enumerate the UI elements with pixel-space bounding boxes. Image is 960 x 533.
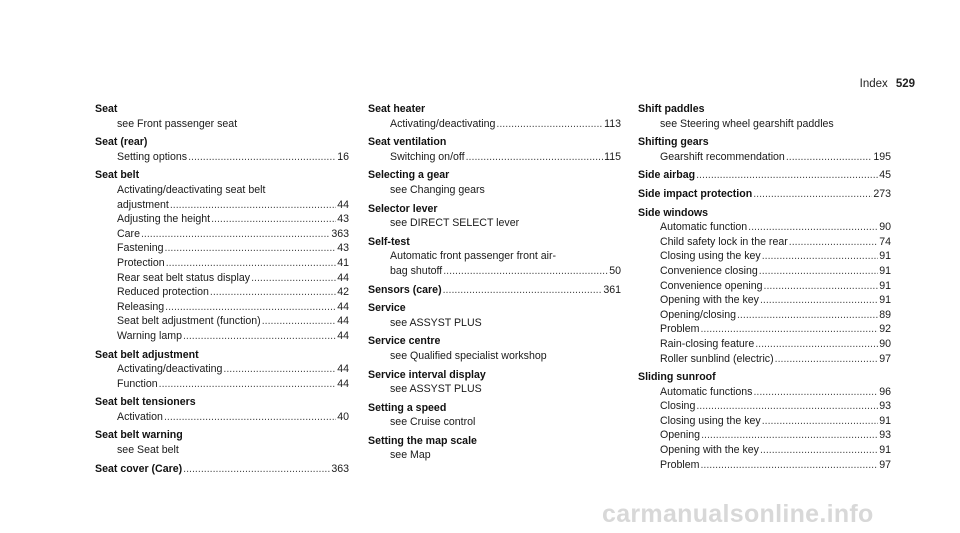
index-subentry (638, 458, 891, 473)
leader-dots (164, 410, 336, 425)
page-ref: 44 (337, 315, 349, 328)
index-term-row (368, 283, 621, 298)
subentry-text: Roller sunblind (electric) (660, 352, 774, 365)
leader-dots (165, 300, 336, 315)
subentry-text: Opening with the key (660, 294, 759, 307)
leader-dots (700, 458, 878, 473)
index-column-2 (368, 102, 621, 467)
index-subentry (638, 220, 891, 235)
index-subentry: see Seat belt (117, 444, 179, 457)
leader-dots (762, 249, 879, 264)
index-entry (638, 370, 891, 472)
index-subentry (638, 428, 891, 443)
index-term: Side windows (638, 206, 709, 219)
page-ref: 16 (337, 150, 349, 163)
index-subentry (95, 241, 349, 256)
index-entry (95, 348, 349, 392)
leader-dots (760, 443, 878, 458)
index-subentry (95, 300, 349, 315)
index-term: Seat heater (368, 103, 426, 115)
page-ref: 363 (331, 227, 349, 240)
index-subentry: see DIRECT SELECT lever (390, 217, 520, 230)
page-ref: 97 (879, 458, 891, 471)
index-subentry (368, 117, 621, 132)
index-entry (638, 135, 891, 164)
page-ref: 273 (873, 187, 891, 200)
index-subentry (638, 150, 891, 165)
page-ref: 195 (873, 150, 891, 163)
index-entry (95, 102, 349, 131)
subentry-text: Rear seat belt status display (117, 271, 251, 284)
subentry-text: Closing (660, 400, 696, 413)
leader-dots (748, 220, 878, 235)
index-entry (368, 202, 621, 231)
leader-dots (262, 314, 337, 329)
index-entry (95, 168, 349, 343)
subentry-text: Child safety lock in the rear (660, 235, 788, 248)
index-subentry (638, 235, 891, 250)
leader-dots (775, 352, 879, 367)
page-ref: 44 (337, 377, 349, 390)
leader-dots (159, 377, 337, 392)
subentry-text: Adjusting the height (117, 213, 211, 226)
subentry-text: Convenience closing (660, 264, 758, 277)
page-ref: 90 (879, 337, 891, 350)
index-entry (368, 135, 621, 164)
index-subentry (95, 198, 349, 213)
subentry-text: Warning lamp (117, 329, 182, 342)
index-subentry (95, 329, 349, 344)
page-ref: 44 (337, 198, 349, 211)
index-subentry: see ASSYST PLUS (390, 383, 482, 396)
leader-dots (183, 329, 336, 344)
index-entry (638, 206, 891, 367)
index-subentry (95, 314, 349, 329)
index-term-row (638, 168, 891, 183)
page-ref: 91 (879, 414, 891, 427)
leader-dots (753, 187, 872, 202)
subentry-text: Setting options (117, 150, 188, 163)
index-subentry: see Qualified specialist workshop (390, 349, 547, 362)
subentry-text: Seat belt adjustment (function) (117, 315, 261, 328)
index-term: Seat cover (Care) (95, 462, 183, 475)
index-entry (368, 434, 621, 463)
watermark-text: carmanualsonline.info (602, 500, 874, 528)
index-subentry (638, 399, 891, 414)
leader-dots (141, 227, 330, 242)
page-ref: 93 (879, 429, 891, 442)
leader-dots (211, 212, 336, 227)
index-subentry: see Front passenger seat (117, 117, 238, 130)
page-ref: 43 (337, 242, 349, 255)
page-ref: 90 (879, 221, 891, 234)
index-column-1 (95, 102, 349, 480)
index-subentry (638, 337, 891, 352)
leader-dots (466, 150, 604, 165)
index-term: Setting a speed (368, 401, 447, 414)
subentry-text: Opening/closing (660, 308, 736, 321)
index-subentry (638, 249, 891, 264)
index-term: Service (368, 302, 406, 315)
subentry-text: Opening (660, 429, 701, 442)
index-subentry (638, 352, 891, 367)
subentry-text: Protection (117, 256, 165, 269)
index-entry (638, 102, 891, 131)
index-subentry (95, 285, 349, 300)
leader-dots (701, 428, 878, 443)
page-ref: 91 (879, 264, 891, 277)
page-ref: 50 (609, 264, 621, 277)
leader-dots (764, 279, 879, 294)
subentry-text: Closing using the key (660, 250, 761, 263)
index-term: Sensors (care) (368, 283, 442, 296)
index-entry (638, 187, 891, 202)
subentry-text: Activating/deactivating (390, 117, 496, 130)
page-ref: 74 (879, 235, 891, 248)
leader-dots (789, 235, 878, 250)
index-entry (368, 235, 621, 279)
subentry-text: adjustment (117, 198, 169, 211)
leader-dots (170, 198, 336, 213)
page-ref: 91 (879, 250, 891, 263)
index-term: Sliding sunroof (638, 371, 716, 384)
index-term-row (95, 462, 349, 477)
index-subentry (638, 322, 891, 337)
index-term: Selecting a gear (368, 169, 450, 182)
index-subentry: Automatic front passenger front air- (390, 250, 557, 263)
index-subentry (95, 227, 349, 242)
index-term: Selector lever (368, 202, 438, 215)
page-ref: 363 (331, 462, 349, 475)
index-subentry (95, 271, 349, 286)
index-term: Seat belt adjustment (95, 348, 199, 361)
index-term: Side impact protection (638, 187, 753, 200)
index-entry (368, 102, 621, 131)
page-ref: 96 (879, 385, 891, 398)
index-entry (368, 301, 621, 330)
subentry-text: Function (117, 377, 158, 390)
page-ref: 41 (337, 256, 349, 269)
leader-dots (165, 241, 337, 256)
index-term: Setting the map scale (368, 434, 477, 447)
index-subentry: see Map (390, 449, 431, 462)
subentry-text: Reduced protection (117, 286, 209, 299)
subentry-text: bag shutoff (390, 264, 443, 277)
index-term: Shifting gears (638, 136, 709, 149)
index-entry (368, 168, 621, 197)
index-subentry (368, 264, 621, 279)
page-ref: 93 (879, 400, 891, 413)
page-ref: 40 (337, 410, 349, 423)
index-term: Self-test (368, 235, 410, 248)
leader-dots (755, 337, 878, 352)
index-subentry: see ASSYST PLUS (390, 316, 482, 329)
index-subentry: see Cruise control (390, 416, 476, 429)
leader-dots (737, 308, 878, 323)
subentry-text: Automatic functions (660, 385, 753, 398)
page-ref: 44 (337, 329, 349, 342)
page-ref: 43 (337, 213, 349, 226)
index-subentry (638, 308, 891, 323)
leader-dots (696, 399, 878, 414)
page-ref: 361 (603, 283, 621, 296)
leader-dots (188, 150, 336, 165)
index-entry (95, 395, 349, 424)
index-term-row (638, 187, 891, 202)
subentry-text: Gearshift recommendation (660, 150, 785, 163)
index-subentry (95, 150, 349, 165)
subentry-text: Care (117, 227, 140, 240)
index-subentry: see Changing gears (390, 183, 485, 196)
subentry-text: Fastening (117, 242, 164, 255)
index-column-3 (638, 102, 891, 476)
index-subentry: Activating/deactivating seat belt (117, 183, 266, 196)
index-subentry (95, 256, 349, 271)
index-subentry (638, 385, 891, 400)
subentry-text: Switching on/off (390, 150, 465, 163)
index-term: Seat ventilation (368, 136, 447, 149)
page-ref: 89 (879, 308, 891, 321)
page-number: 529 (895, 78, 915, 90)
page-ref: 115 (604, 150, 621, 163)
page-ref: 113 (604, 117, 621, 130)
index-entry (368, 334, 621, 363)
index-entry (368, 401, 621, 430)
subentry-text: Convenience opening (660, 279, 763, 292)
index-entry (95, 462, 349, 477)
page-ref: 91 (879, 444, 891, 457)
subentry-text: Closing using the key (660, 414, 761, 427)
page-ref: 44 (337, 363, 349, 376)
index-term: Service centre (368, 335, 441, 348)
leader-dots (443, 264, 608, 279)
subentry-text: Opening with the key (660, 444, 759, 457)
leader-dots (786, 150, 872, 165)
subentry-text: Automatic function (660, 221, 748, 234)
leader-dots (762, 414, 879, 429)
index-subentry (638, 264, 891, 279)
index-subentry (95, 362, 349, 377)
index-entry (368, 283, 621, 298)
index-term: Service interval display (368, 368, 486, 381)
leader-dots (443, 283, 603, 298)
index-subentry (95, 410, 349, 425)
leader-dots (759, 264, 878, 279)
index-term: Side airbag (638, 169, 696, 182)
page-ref: 44 (337, 300, 349, 313)
leader-dots (210, 285, 336, 300)
leader-dots (760, 293, 878, 308)
leader-dots (700, 322, 878, 337)
subentry-text: Activation (117, 410, 163, 423)
page-ref: 42 (337, 286, 349, 299)
index-subentry (638, 293, 891, 308)
leader-dots (251, 271, 336, 286)
subentry-text: Problem (660, 323, 700, 336)
index-subentry (368, 150, 621, 165)
index-term: Seat (rear) (95, 136, 148, 149)
page-header (860, 78, 915, 90)
page-ref: 44 (337, 271, 349, 284)
index-term: Shift paddles (638, 103, 705, 115)
index-subentry (638, 279, 891, 294)
index-subentry: see Steering wheel gearshift paddles (660, 117, 834, 130)
subentry-text: Problem (660, 458, 700, 471)
leader-dots (183, 462, 330, 477)
index-subentry (95, 377, 349, 392)
index-term: Seat belt warning (95, 429, 183, 442)
page-ref: 97 (879, 352, 891, 365)
section-label: Index (859, 78, 888, 90)
subentry-text: Activating/deactivating (117, 363, 223, 376)
index-entry (95, 428, 349, 457)
index-subentry (638, 443, 891, 458)
leader-dots (696, 168, 878, 183)
page-ref: 92 (879, 323, 891, 336)
leader-dots (166, 256, 337, 271)
leader-dots (753, 385, 878, 400)
index-term: Seat belt (95, 169, 140, 182)
index-subentry (95, 212, 349, 227)
index-entry (638, 168, 891, 183)
subentry-text: Releasing (117, 300, 165, 313)
index-entry (368, 368, 621, 397)
index-term: Seat (95, 103, 118, 115)
index-term: Seat belt tensioners (95, 396, 196, 409)
subentry-text: Rain-closing feature (660, 337, 755, 350)
page-ref: 91 (879, 294, 891, 307)
leader-dots (223, 362, 336, 377)
leader-dots (496, 117, 603, 132)
index-entry (95, 135, 349, 164)
index-subentry (638, 414, 891, 429)
page-ref: 91 (879, 279, 891, 292)
page-ref: 45 (879, 169, 891, 182)
